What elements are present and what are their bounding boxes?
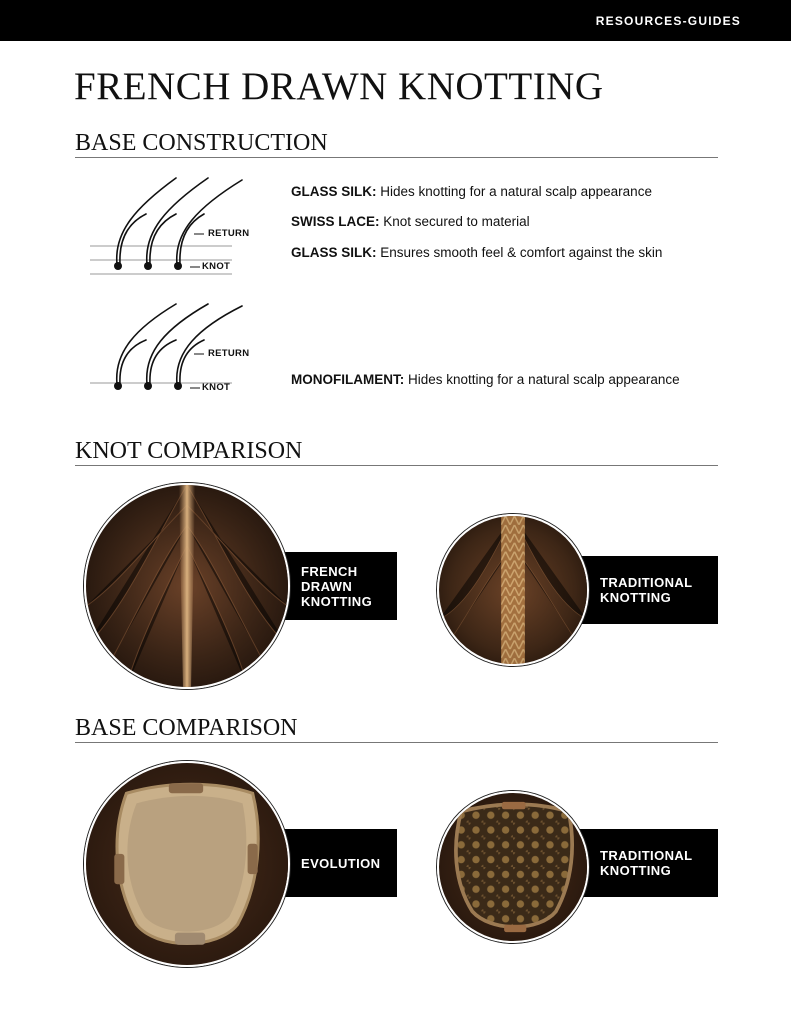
note-glass-silk-appearance xyxy=(291,184,652,199)
diagram-label-return: RETURN xyxy=(208,228,250,239)
diagram-label-knot: KNOT xyxy=(202,382,231,393)
label-traditional-knotting xyxy=(580,556,718,624)
traditional-knot-photo xyxy=(437,514,589,666)
note-swiss-lace xyxy=(291,214,530,229)
label-line: KNOTTING xyxy=(301,593,373,609)
knot-diagram-lace xyxy=(86,172,266,282)
label-traditional-knotting-base xyxy=(580,829,718,897)
diagram-label-return: RETURN xyxy=(208,348,250,359)
knot-diagram-mono xyxy=(86,294,266,404)
label-line: TRADITIONAL xyxy=(600,848,693,863)
label-line: FRENCH xyxy=(301,563,358,579)
label-line: DRAWN xyxy=(301,578,353,594)
section-heading-base-construction: BASE CONSTRUCTION xyxy=(75,130,718,158)
top-bar xyxy=(0,0,791,41)
label-line: EVOLUTION xyxy=(301,855,381,871)
section-heading-knot-comparison: KNOT COMPARISON xyxy=(75,438,718,466)
note-term: MONOFILAMENT: xyxy=(291,372,405,387)
knot-diagram-lace-graphic xyxy=(86,172,266,282)
note-glass-silk-comfort xyxy=(291,245,662,260)
note-text: Knot secured to material xyxy=(383,214,530,229)
evolution-base-photo xyxy=(84,761,290,967)
label-french-drawn-knotting xyxy=(282,552,397,620)
diagram-label-knot: KNOT xyxy=(202,261,231,272)
label-line: KNOTTING xyxy=(600,863,672,878)
note-term: GLASS SILK: xyxy=(291,245,377,260)
note-text: Ensures smooth feel & comfort against the skin xyxy=(380,245,663,260)
note-term: GLASS SILK: xyxy=(291,184,377,199)
label-line: KNOTTING xyxy=(600,590,672,605)
label-line: TRADITIONAL xyxy=(600,575,693,590)
page-title: FRENCH DRAWN KNOTTING xyxy=(74,65,604,108)
note-term: SWISS LACE: xyxy=(291,214,380,229)
label-evolution xyxy=(282,829,397,897)
section-heading-base-comparison: BASE COMPARISON xyxy=(75,715,718,743)
section-label: RESOURCES-GUIDES xyxy=(595,14,741,28)
note-text: Hides knotting for a natural scalp appearance xyxy=(408,372,680,387)
traditional-base-photo xyxy=(437,791,589,943)
french-drawn-knot-photo xyxy=(84,483,290,689)
note-text: Hides knotting for a natural scalp appearance xyxy=(380,184,652,199)
note-monofilament xyxy=(291,372,680,387)
